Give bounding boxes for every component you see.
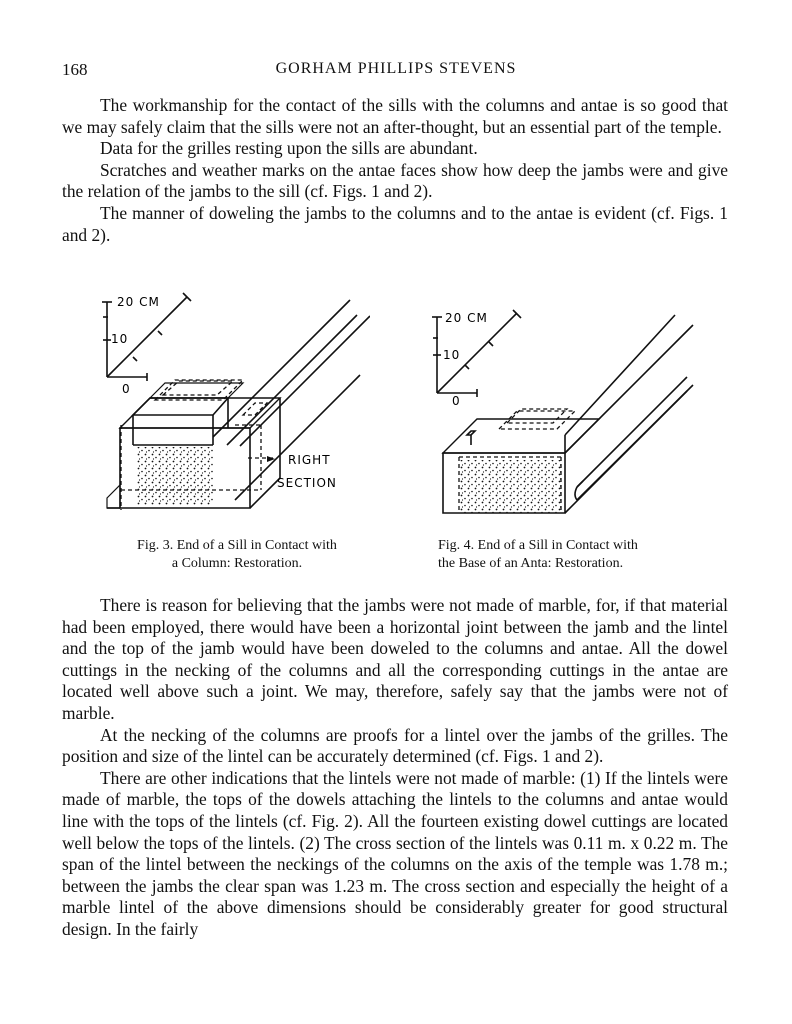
fig3-caption-line1: Fig. 3. End of a Sill in Contact with — [137, 538, 337, 553]
fig3-caption — [107, 537, 367, 573]
fig3-scale-0: 0 — [122, 382, 131, 396]
fig4-caption-line2: the Base of an Anta: Restoration. — [438, 556, 624, 571]
fig4-scale-0: 0 — [452, 394, 461, 408]
stippled-section — [459, 460, 561, 513]
paragraph: There are other indications that the lintels were not made of marble: (1) If the lintels were made of marble, the tops of the dowels attaching the lintels to the columns and antae would line with the tops of the lintels (cf. Fig. 2). All the fourteen existing dowel cuttings are located well below the tops of the lintels. (2) The cross section of the lintels was 0.11 m. x 0.22 m. The span of the lintel between the neckings of the columns on the axis of the temple was 1.78 m.; between the jambs the clear span was 1.23 m. The cross section and especially the height of a marble lintel of the above dimensions should be considerably greater for good structural design. In the fairly — [62, 767, 728, 939]
paragraph: The manner of doweling the jambs to the columns and to the antae is evident (cf. Figs. 1 and 2). — [62, 202, 728, 245]
figure-4-drawing — [425, 305, 715, 525]
fig3-scale-20: 20 CM — [117, 295, 160, 309]
paragraph: At the necking of the columns are proofs for a lintel over the jambs of the grilles. The position and size of the lintel can be accurately determined (cf. Figs. 1 and 2). — [62, 724, 728, 767]
fig4-caption — [438, 537, 698, 573]
paragraph: There is reason for believing that the jambs were not made of marble, for, if that material had been employed, there would have been a horizontal joint between the jamb and the lintel and the top of the jamb would have been doweled to the columns and antae. All the dowel cuttings in the necking of the columns and all the corresponding cuttings in the antae are located well above such a joint. We may, therefore, safely say that the jambs were not of marble. — [62, 595, 728, 723]
fig4-caption-line1: Fig. 4. End of a Sill in Contact with — [438, 538, 638, 553]
running-head: GORHAM PHILLIPS STEVENS — [275, 60, 517, 77]
fig4-scale-20: 20 CM — [445, 311, 488, 325]
fig3-label-section: SECTION — [277, 476, 337, 490]
fig3-caption-line2: a Column: Restoration. — [171, 556, 303, 571]
fig4-scale-10: 10 — [443, 348, 461, 362]
fig3-label-right: RIGHT — [288, 453, 331, 467]
paragraph: The workmanship for the contact of the sills with the columns and antae is so good that we may safely claim that the sills were not an after-thought, but an essential part of the temple. — [62, 95, 728, 137]
stippled-section — [137, 447, 213, 505]
fig3-scale-10: 10 — [111, 332, 129, 346]
upper-body-text — [62, 95, 728, 246]
paragraph: Scratches and weather marks on the antae faces show how deep the jambs were and give the relation of the jambs to the sill (cf. Figs. 1 and 2). — [62, 159, 728, 202]
paragraph: Data for the grilles resting upon the sills are abundant. — [100, 138, 478, 159]
figure-3-drawing — [95, 285, 370, 525]
lower-body-text — [62, 595, 728, 941]
page-number: 168 — [62, 60, 88, 79]
